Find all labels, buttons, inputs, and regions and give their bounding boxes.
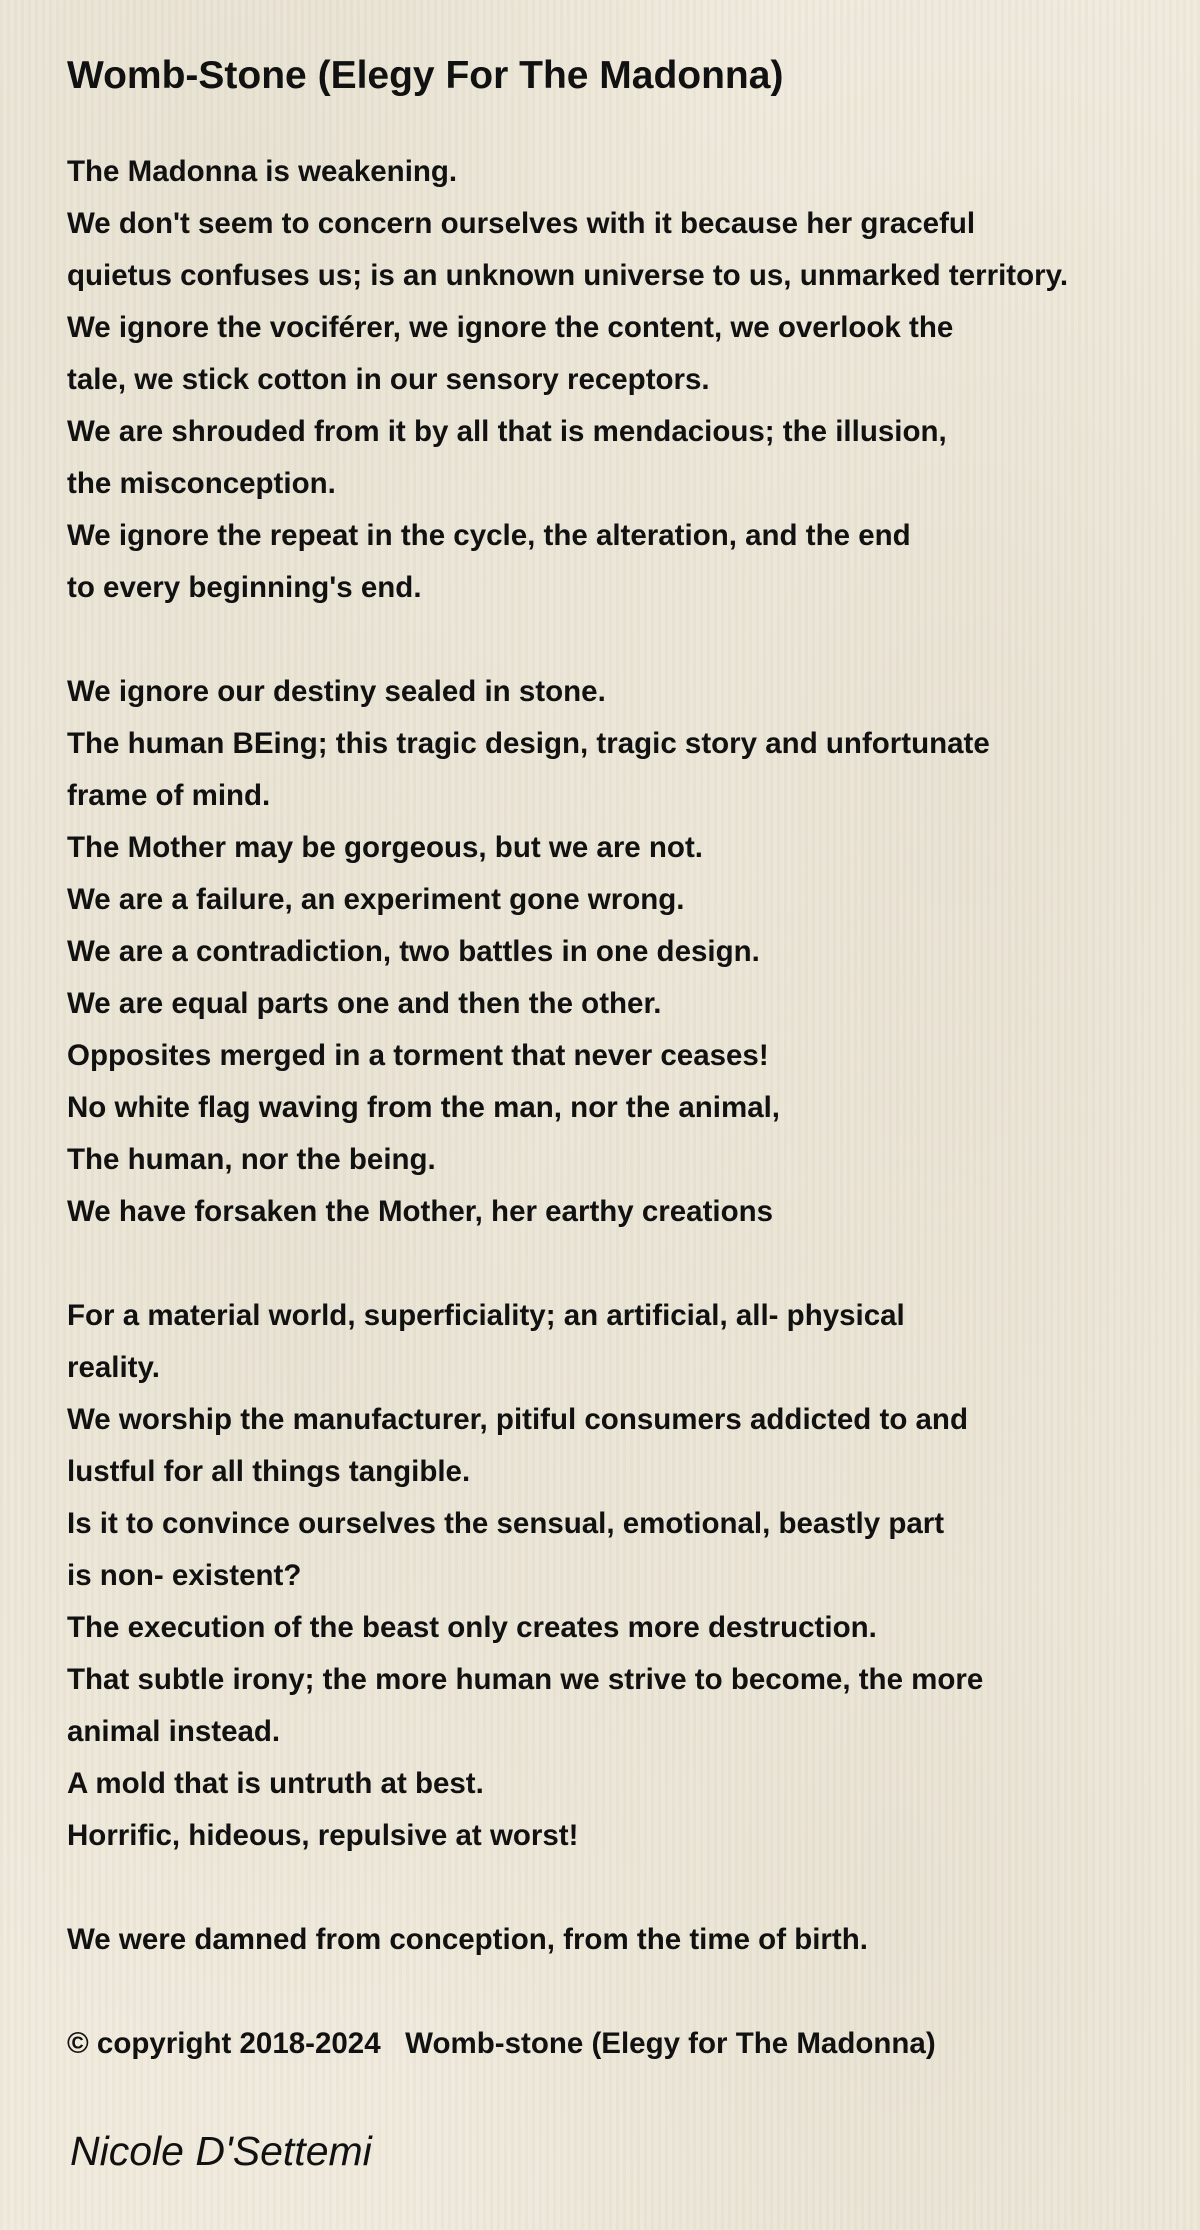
stanza	[67, 146, 1177, 614]
poem-line: We ignore the vociférer, we ignore the content, we overlook the	[67, 311, 954, 344]
stanza	[67, 1914, 1177, 1966]
poem-line: A mold that is untruth at best.	[67, 1767, 484, 1800]
poem-line: We ignore our destiny sealed in stone.	[67, 675, 606, 708]
poem-line: The execution of the beast only creates more destruction.	[67, 1611, 877, 1644]
poem-line: to every beginning's end.	[67, 571, 422, 604]
poem-title: Womb-Stone (Elegy For The Madonna)	[67, 54, 784, 97]
poem-line: The human, nor the being.	[67, 1143, 436, 1176]
poem-line: Horrific, hideous, repulsive at worst!	[67, 1819, 579, 1852]
poem-line: tale, we stick cotton in our sensory receptors.	[67, 363, 710, 396]
poem-line: animal instead.	[67, 1715, 281, 1748]
poem-line: The Madonna is weakening.	[67, 155, 458, 188]
poem-page	[67, 0, 1177, 2177]
poem-line: For a material world, superficiality; an artificial, all- physical	[67, 1299, 905, 1332]
poem-line: is non- existent?	[67, 1559, 302, 1592]
poem-line: Opposites merged in a torment that never ceases!	[67, 1039, 769, 1072]
poem-line: reality.	[67, 1351, 160, 1384]
stanza-break	[67, 1862, 1177, 1914]
stanza	[67, 1290, 1177, 1862]
stanza	[67, 666, 1177, 1238]
poem-line: The human BEing; this tragic design, tragic story and unfortunate	[67, 727, 990, 760]
poem-line: We ignore the repeat in the cycle, the alteration, and the end	[67, 519, 911, 552]
poem-line: lustful for all things tangible.	[67, 1455, 471, 1488]
poem-line: We don't seem to concern ourselves with it because her graceful	[67, 207, 976, 240]
author-name: Nicole D'Settemi	[70, 2128, 372, 2174]
poem-line: the misconception.	[67, 467, 336, 500]
poem-body	[67, 146, 1177, 1966]
poem-line: That subtle irony; the more human we strive to become, the more	[67, 1663, 984, 1696]
poem-line: Is it to convince ourselves the sensual, emotional, beastly part	[67, 1507, 945, 1540]
poem-line: quietus confuses us; is an unknown universe to us, unmarked territory.	[67, 259, 1069, 292]
poem-line: We are shrouded from it by all that is mendacious; the illusion,	[67, 415, 947, 448]
stanza-break	[67, 614, 1177, 666]
poem-line: We are equal parts one and then the other.	[67, 987, 662, 1020]
poem-line: We were damned from conception, from the time of birth.	[67, 1923, 868, 1956]
poem-line: No white flag waving from the man, nor the animal,	[67, 1091, 780, 1124]
stanza-break	[67, 1238, 1177, 1290]
poem-line: We are a contradiction, two battles in one design.	[67, 935, 760, 968]
poem-line: frame of mind.	[67, 779, 271, 812]
copyright-notice: © copyright 2018-2024 Womb-stone (Elegy for The Madonna)	[67, 2027, 936, 2060]
poem-line: We are a failure, an experiment gone wrong.	[67, 883, 685, 916]
poem-line: The Mother may be gorgeous, but we are not.	[67, 831, 703, 864]
poem-line: We worship the manufacturer, pitiful consumers addicted to and	[67, 1403, 968, 1436]
poem-line: We have forsaken the Mother, her earthy creations	[67, 1195, 774, 1228]
